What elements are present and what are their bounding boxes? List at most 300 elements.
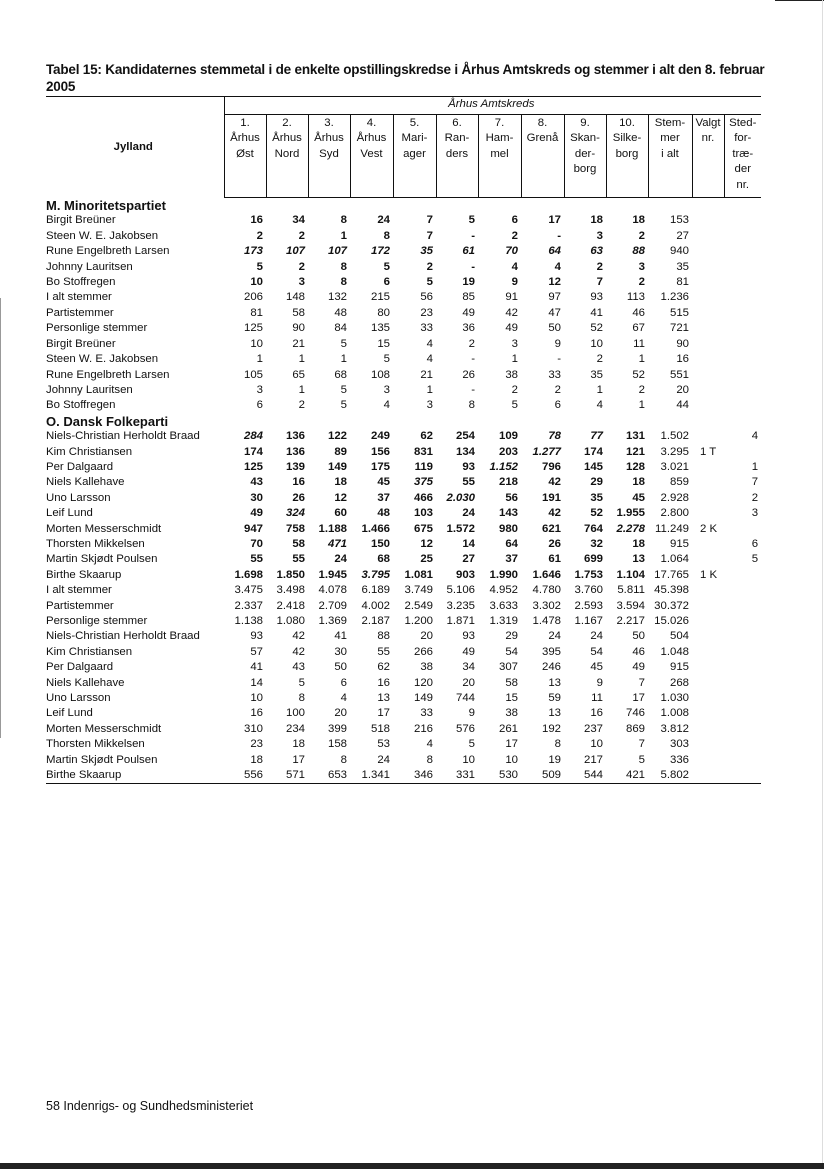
vote-cell: 621	[541, 522, 561, 535]
column-header-line: 3.	[324, 117, 334, 129]
vote-cell: 35	[590, 491, 603, 504]
total-cell: 1.502	[660, 430, 689, 443]
vote-cell: 121	[625, 445, 645, 458]
value-cell: 2.217	[616, 615, 645, 627]
party-votes-row	[46, 306, 761, 321]
value-cell: 53	[377, 738, 390, 751]
value-cell: -	[471, 353, 475, 366]
empty-cell	[692, 599, 724, 614]
vote-cell: 1.646	[532, 568, 561, 581]
candidate-name: Rune Engelbreth Larsen	[46, 368, 170, 381]
total-cell: 915	[669, 661, 689, 674]
value-cell: 49	[462, 645, 475, 658]
value-cell: 10	[250, 337, 263, 350]
value-cell: 266	[413, 645, 433, 658]
total-cell: 45.398	[654, 584, 689, 597]
column-header-line: Århus	[356, 132, 387, 145]
value-cell: 4.780	[532, 584, 561, 597]
vote-cell: 145	[583, 460, 603, 473]
vote-cell: 1	[340, 229, 347, 242]
column-header-line: Syd	[319, 147, 339, 160]
empty-cell	[692, 768, 724, 784]
vote-cell: 26	[548, 537, 561, 550]
column-header-line: 10.	[619, 117, 635, 129]
vote-cell: 2	[638, 229, 645, 242]
vote-cell: -	[557, 229, 561, 242]
candidate-row	[46, 244, 761, 259]
candidate-name: Thorsten Mikkelsen	[46, 537, 145, 550]
value-cell: 52	[632, 368, 645, 381]
column-header-line: Mari-	[401, 132, 428, 145]
value-cell: 518	[370, 722, 390, 735]
value-cell: 97	[548, 291, 561, 304]
vote-cell: 675	[413, 522, 433, 535]
value-cell: 93	[250, 630, 263, 643]
substitute-cell: 5	[751, 553, 759, 566]
candidate-name: Leif Lund	[46, 507, 93, 520]
column-header	[692, 115, 724, 198]
candidate-name: Morten Messerschmidt	[46, 522, 162, 535]
personal-vote-row	[46, 337, 761, 352]
value-cell: 56	[420, 291, 433, 304]
value-cell: 4	[596, 399, 603, 412]
empty-cell	[724, 645, 761, 660]
table-body	[46, 198, 761, 784]
vote-cell: 45	[632, 491, 645, 504]
value-cell: 149	[413, 692, 433, 705]
value-cell: 746	[625, 707, 645, 720]
total-cell: 2.928	[660, 491, 689, 504]
value-cell: 8	[554, 738, 561, 751]
empty-cell	[692, 368, 724, 383]
vote-cell: 5	[256, 260, 263, 273]
column-header-line: 1.	[240, 117, 250, 129]
value-cell: 41	[250, 661, 263, 674]
vote-cell: 61	[462, 245, 475, 258]
vote-cell: 796	[541, 460, 561, 473]
value-cell: 50	[632, 630, 645, 643]
vote-cell: 10	[250, 276, 263, 289]
total-cell: 35	[676, 260, 689, 273]
value-cell: 16	[377, 676, 390, 689]
vote-cell: 45	[377, 476, 390, 489]
total-cell: 15.026	[654, 615, 689, 627]
value-cell: 216	[413, 722, 433, 735]
value-cell: 11	[591, 692, 603, 705]
vote-cell: 284	[243, 430, 263, 443]
vote-cell: 60	[334, 507, 347, 520]
candidate-name: Per Dalgaard	[46, 661, 114, 674]
column-header-line: der	[734, 163, 751, 176]
column-header	[648, 115, 692, 198]
elected-cell	[692, 537, 724, 552]
empty-cell	[724, 383, 761, 398]
vote-cell: 218	[498, 476, 518, 489]
empty-cell	[724, 352, 761, 367]
value-cell: 14	[250, 676, 263, 689]
column-header-line: 6.	[452, 117, 462, 129]
candidate-name: Niels Kallehave	[46, 476, 125, 489]
value-cell: 5.811	[617, 584, 645, 597]
value-cell: 4	[383, 399, 390, 412]
value-cell: 1	[638, 399, 645, 412]
vote-cell: 18	[632, 214, 645, 227]
empty-cell	[724, 398, 761, 413]
value-cell: 20	[462, 676, 475, 689]
value-cell: 3.760	[574, 584, 603, 597]
vote-cell: 55	[462, 476, 475, 489]
personal-vote-row	[46, 722, 761, 737]
value-cell: 5	[298, 676, 305, 689]
value-cell: 84	[334, 322, 347, 335]
value-cell: 16	[250, 707, 263, 720]
vote-cell: 89	[334, 445, 347, 458]
value-cell: 11	[633, 337, 645, 350]
vote-cell: 26	[292, 491, 305, 504]
value-cell: 310	[243, 722, 263, 735]
candidate-row	[46, 275, 761, 290]
vote-cell: 8	[383, 229, 390, 242]
total-cell: 30.372	[654, 599, 689, 612]
vote-cell: 70	[505, 245, 518, 258]
vote-cell: 2	[256, 229, 263, 242]
vote-cell: 61	[548, 553, 561, 566]
region-label: Jylland	[113, 140, 153, 153]
empty-cell	[724, 321, 761, 336]
vote-cell: 34	[292, 214, 305, 227]
substitute-cell: 4	[751, 430, 759, 443]
vote-cell: 122	[327, 430, 347, 443]
value-cell: -	[471, 383, 475, 396]
value-cell: 15	[377, 337, 390, 350]
empty-cell	[692, 321, 724, 336]
value-cell: 24	[548, 630, 561, 643]
total-cell: 721	[669, 322, 689, 335]
value-cell: 9	[596, 676, 603, 689]
value-cell: 10	[505, 753, 518, 766]
candidate-name: Niels Kallehave	[46, 676, 125, 689]
value-cell: 215	[370, 291, 390, 304]
value-cell: 1.871	[446, 615, 475, 627]
vote-cell: 2	[298, 229, 305, 242]
value-cell: 46	[632, 645, 645, 658]
value-cell: 1.200	[404, 615, 433, 627]
vote-cell: 143	[498, 507, 518, 520]
substitute-cell	[724, 229, 761, 244]
table-header	[46, 97, 761, 198]
vote-cell: 3	[298, 276, 305, 289]
value-cell: 3.594	[616, 599, 645, 612]
empty-cell	[724, 629, 761, 644]
amtskreds-label: Århus Amtskreds	[224, 97, 761, 115]
empty-cell	[724, 290, 761, 305]
vote-cell: 4	[511, 260, 518, 273]
vote-cell: 8	[340, 260, 347, 273]
vote-cell: 107	[285, 245, 305, 258]
value-cell: 6	[554, 399, 561, 412]
empty-cell	[724, 737, 761, 752]
value-cell: 2	[511, 383, 518, 396]
empty-cell	[692, 290, 724, 305]
value-cell: 3.235	[446, 599, 475, 612]
value-cell: 1	[511, 353, 518, 366]
value-cell: 33	[420, 322, 433, 335]
value-cell: 8	[468, 399, 475, 412]
value-cell: 26	[462, 368, 475, 381]
vote-cell: 3	[596, 229, 603, 242]
candidate-row	[46, 445, 761, 460]
vote-cell: 174	[583, 445, 603, 458]
personal-vote-row	[46, 352, 761, 367]
column-header-line: ager	[403, 147, 426, 160]
value-cell: 3.302	[532, 599, 561, 612]
vote-cell: 173	[243, 245, 263, 258]
vote-cell: 27	[462, 553, 475, 566]
vote-cell: -	[471, 260, 475, 273]
value-cell: 132	[327, 291, 347, 304]
vote-cell: 24	[334, 553, 347, 566]
vote-cell: 19	[462, 276, 475, 289]
total-cell: 3.812	[660, 722, 689, 735]
candidate-name: Bo Stoffregen	[46, 399, 116, 412]
vote-cell: 1.081	[404, 568, 433, 581]
value-cell: 869	[625, 722, 645, 735]
candidate-name: Bo Stoffregen	[46, 276, 116, 289]
value-cell: 52	[590, 322, 603, 335]
value-cell: 50	[548, 322, 561, 335]
elected-cell: 2 K	[700, 522, 718, 535]
vote-cell: 8	[340, 214, 347, 227]
value-cell: 5.106	[446, 584, 475, 597]
value-cell: 3	[383, 383, 390, 396]
value-cell: 2	[298, 399, 305, 412]
candidate-row	[46, 460, 761, 475]
vote-cell: 7	[426, 229, 433, 242]
empty-cell	[724, 722, 761, 737]
empty-cell	[692, 737, 724, 752]
vote-cell: 64	[548, 245, 561, 258]
value-cell: 29	[505, 630, 518, 643]
vote-cell: 831	[413, 445, 433, 458]
value-cell: 90	[292, 322, 305, 335]
vote-cell: 109	[498, 430, 518, 443]
party-votes-row	[46, 599, 761, 614]
vote-cell: 1.466	[361, 522, 390, 535]
value-cell: 1.080	[276, 615, 305, 627]
personal-vote-row	[46, 676, 761, 691]
column-header-line: 2.	[282, 117, 292, 129]
elected-cell: 1 T	[700, 445, 717, 458]
column-header-line: Skan-	[570, 132, 600, 145]
value-cell: 17	[292, 753, 305, 766]
party-name: M. Minoritetspartiet	[46, 198, 166, 214]
column-header	[478, 115, 521, 198]
results-table	[46, 96, 761, 784]
vote-cell: 48	[377, 507, 390, 520]
value-cell: 4	[340, 692, 347, 705]
column-header-line: 8.	[537, 117, 548, 129]
vote-cell: 149	[327, 460, 347, 473]
header-row-top	[46, 97, 761, 115]
column-header-line: nr.	[701, 132, 715, 145]
vote-cell: 18	[632, 476, 645, 489]
party-heading-row	[46, 198, 761, 214]
value-cell: 4	[426, 337, 433, 350]
value-cell: 80	[377, 306, 390, 319]
vote-cell: 13	[632, 553, 645, 566]
substitute-cell	[724, 260, 761, 275]
vote-cell: 2	[596, 260, 603, 273]
vote-cell: 5	[468, 214, 475, 227]
substitute-cell	[724, 568, 761, 583]
vote-cell: 324	[285, 507, 305, 520]
value-cell: 105	[243, 368, 263, 381]
vote-cell: 3.795	[361, 568, 390, 581]
value-cell: 395	[541, 645, 561, 658]
empty-cell	[692, 660, 724, 675]
value-cell: 10	[462, 753, 475, 766]
substitute-cell	[724, 275, 761, 290]
value-cell: 8	[426, 753, 433, 766]
vote-cell: 63	[590, 245, 603, 258]
substitute-cell: 2	[751, 491, 759, 504]
elected-cell	[692, 475, 724, 490]
personal-vote-row	[46, 768, 761, 784]
total-cell: 153	[669, 214, 689, 227]
vote-cell: 254	[455, 430, 475, 443]
vote-cell: 8	[340, 276, 347, 289]
vote-cell: 136	[285, 430, 305, 443]
empty-cell	[724, 660, 761, 675]
value-cell: 49	[505, 322, 518, 335]
value-cell: -	[557, 353, 561, 366]
vote-cell: 24	[462, 507, 475, 520]
value-cell: 54	[590, 645, 603, 658]
total-cell: 336	[669, 753, 689, 766]
vote-cell: 12	[548, 276, 561, 289]
column-header-line: Stem-	[654, 117, 686, 129]
value-cell: 1	[298, 353, 305, 366]
value-cell: 10	[590, 738, 603, 751]
vote-cell: 58	[292, 537, 305, 550]
elected-cell: 1 K	[700, 568, 718, 581]
value-cell: 41	[590, 306, 603, 319]
value-cell: 13	[377, 692, 390, 705]
vote-cell: 7	[426, 214, 433, 227]
column-header	[266, 115, 308, 198]
value-cell: 49	[462, 306, 475, 319]
personal-votes-row	[46, 321, 761, 336]
value-cell: 1	[426, 383, 433, 396]
total-cell: 5.802	[648, 768, 692, 784]
value-cell: 54	[505, 645, 518, 658]
candidate-name: Per Dalgaard	[46, 460, 114, 473]
value-cell: 13	[548, 707, 561, 720]
value-cell: 24	[377, 753, 390, 766]
total-cell: 859	[669, 476, 689, 489]
value-cell: 20	[420, 630, 433, 643]
vote-cell: 103	[413, 507, 433, 520]
candidate-name: Uno Larsson	[46, 692, 111, 705]
total-cell: 11.249	[655, 522, 689, 535]
value-cell: 93	[590, 291, 603, 304]
total-cell: 16	[676, 353, 689, 366]
elected-cell	[692, 229, 724, 244]
value-cell: 1.369	[318, 615, 347, 627]
elected-cell	[692, 213, 724, 228]
value-cell: 85	[462, 291, 475, 304]
vote-cell: 88	[632, 245, 645, 258]
vote-cell: 764	[583, 522, 603, 535]
vote-cell: 49	[250, 507, 263, 520]
value-cell: 43	[292, 661, 305, 674]
row-label: I alt stemmer	[46, 584, 112, 597]
empty-cell	[692, 583, 724, 598]
vote-cell: 471	[327, 537, 347, 550]
row-label: Personlige stemmer	[46, 615, 148, 627]
candidate-row	[46, 522, 761, 537]
value-cell: 217	[583, 753, 603, 766]
value-cell: 2.418	[276, 599, 305, 612]
empty-cell	[724, 676, 761, 691]
value-cell: 21	[420, 368, 433, 381]
vote-cell: 18	[590, 214, 603, 227]
personal-vote-row	[46, 753, 761, 768]
vote-cell: 1.104	[616, 568, 645, 581]
vote-cell: 77	[590, 430, 603, 443]
total-cell: 1.064	[660, 553, 689, 566]
value-cell: 42	[292, 630, 305, 643]
value-cell: 17	[632, 692, 645, 705]
value-cell: 576	[455, 722, 475, 735]
row-label: Personlige stemmer	[46, 322, 148, 335]
value-cell: 5	[511, 399, 518, 412]
value-cell: 23	[250, 738, 263, 751]
total-cell: 915	[669, 537, 689, 550]
value-cell: 744	[455, 692, 475, 705]
value-cell: 67	[632, 322, 645, 335]
value-cell: 18	[250, 753, 263, 766]
value-cell: 33	[420, 707, 433, 720]
value-cell: 38	[420, 661, 433, 674]
value-cell: 135	[370, 322, 390, 335]
value-cell: 18	[292, 738, 305, 751]
value-cell: 19	[548, 753, 561, 766]
personal-vote-row	[46, 691, 761, 706]
vote-cell: 70	[250, 537, 263, 550]
substitute-cell	[724, 213, 761, 228]
vote-cell: 17	[548, 214, 561, 227]
value-cell: 544	[564, 768, 606, 784]
value-cell: 47	[548, 306, 561, 319]
vote-cell: 136	[285, 445, 305, 458]
empty-cell	[692, 629, 724, 644]
value-cell: 237	[583, 722, 603, 735]
vote-cell: 16	[292, 476, 305, 489]
party-heading-row	[46, 414, 761, 429]
column-header	[308, 115, 350, 198]
vote-cell: 125	[243, 460, 263, 473]
elected-cell	[692, 244, 724, 259]
vote-cell: 30	[250, 491, 263, 504]
value-cell: 10	[250, 692, 263, 705]
column-header-line: 5.	[409, 117, 420, 129]
value-cell: 5	[340, 337, 347, 350]
total-cell: 17.765	[654, 568, 689, 581]
column-header	[393, 115, 436, 198]
value-cell: 100	[285, 707, 305, 720]
personal-vote-row	[46, 706, 761, 721]
